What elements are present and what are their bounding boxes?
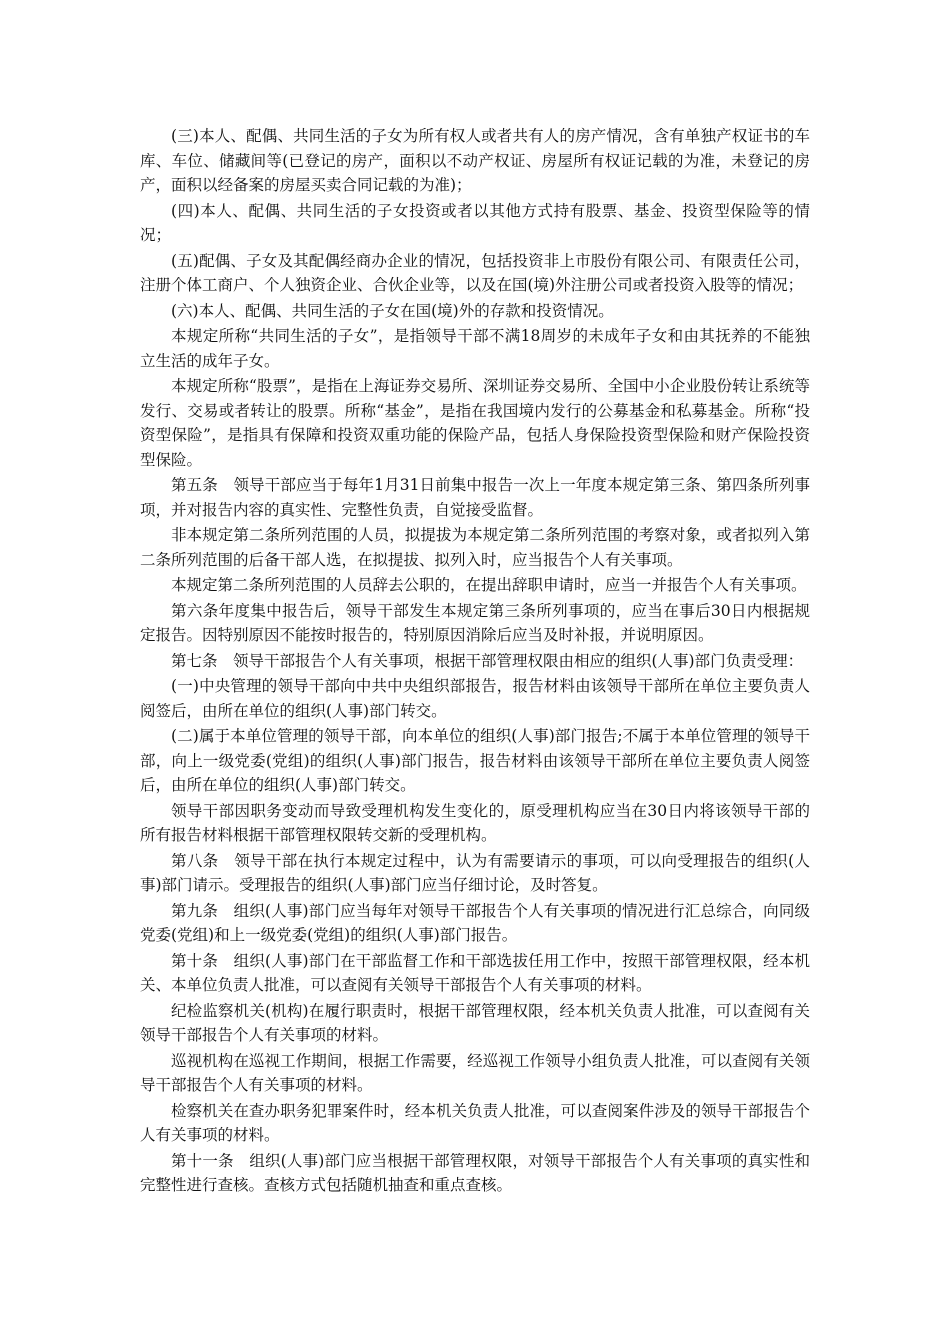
paragraph-article-7-item-2: (二)属于本单位管理的领导干部，向本单位的组织(人事)部门报告;不属于本单位管理的领导干部，向上一级党委(党组)的组织(人事)部门报告，报告材料由该领导干部所在单位主要负责人阅签后，由所在单位的组织(人事)部门转交。 (140, 727, 810, 794)
paragraph-item-4: (四)本人、配偶、共同生活的子女投资或者以其他方式持有股票、基金、投资型保险等的情况； (140, 201, 810, 244)
paragraph-article-10-inspection: 巡视机构在巡视工作期间，根据工作需要，经巡视工作领导小组负责人批准，可以查阅有关领导干部报告个人有关事项的材料。 (140, 1051, 810, 1094)
paragraph-article-10-discipline: 纪检监察机关(机构)在履行职责时，根据干部管理权限，经本机关负责人批准，可以查阅有关领导干部报告个人有关事项的材料。 (140, 1001, 810, 1044)
paragraph-article-5-resign: 本规定第二条所列范围的人员辞去公职的，在提出辞职申请时，应当一并报告个人有关事项。 (171, 576, 807, 594)
paragraph-article-8: 第八条 领导干部在执行本规定过程中，认为有需要请示的事项，可以向受理报告的组织(人事)部门请示。受理报告的组织(人事)部门应当仔细讨论，及时答复。 (140, 851, 810, 894)
paragraph-article-5-candidates: 非本规定第二条所列范围的人员，拟提拔为本规定第二条所列范围的考察对象，或者拟列入第二条所列范围的后备干部人选，在拟提拔、拟列入时，应当报告个人有关事项。 (140, 526, 810, 569)
paragraph-definition-stocks: 本规定所称“股票”，是指在上海证券交易所、深圳证券交易所、全国中小企业股份转让系统等发行、交易或者转让的股票。所称“基金”，是指在我国境内发行的公募基金和私募基金。所称“投资型保险”，是指具有保障和投资双重功能的保险产品，包括人身保险投资型保险和财产保险投资型保险。 (140, 377, 810, 469)
paragraph-article-11: 第十一条 组织(人事)部门应当根据干部管理权限，对领导干部报告个人有关事项的真实性和完整性进行查核。查核方式包括随机抽查和重点查核。 (140, 1151, 810, 1194)
document-body (140, 124, 810, 1199)
paragraph-item-5: (五)配偶、子女及其配偶经商办企业的情况，包括投资非上市股份有限公司、有限责任公司，注册个体工商户、个人独资企业、合伙企业等，以及在国(境)外注册公司或者投资入股等的情况； (140, 251, 810, 294)
paragraph-definition-children: 本规定所称“共同生活的子女”，是指领导干部不满18周岁的未成年子女和由其抚养的不能独立生活的成年子女。 (140, 327, 810, 370)
paragraph-article-10: 第十条 组织(人事)部门在干部监督工作和干部选拔任用工作中，按照干部管理权限，经本机关、本单位负责人批准，可以查阅有关领导干部报告个人有关事项的材料。 (140, 951, 810, 994)
paragraph-article-9: 第九条 组织(人事)部门应当每年对领导干部报告个人有关事项的情况进行汇总综合，向同级党委(党组)和上一级党委(党组)的组织(人事)部门报告。 (140, 901, 810, 944)
paragraph-item-3: (三)本人、配偶、共同生活的子女为所有权人或者共有人的房产情况，含有单独产权证书的车库、车位、储藏间等(已登记的房产，面积以不动产权证、房屋所有权证记载的为准，未登记的房产，面积以经备案的房屋买卖合同记载的为准)； (140, 127, 810, 194)
paragraph-article-10-procuratorate: 检察机关在查办职务犯罪案件时，经本机关负责人批准，可以查阅案件涉及的领导干部报告个人有关事项的材料。 (140, 1101, 810, 1144)
paragraph-article-6: 第六条年度集中报告后，领导干部发生本规定第三条所列事项的，应当在事后30日内根据规定报告。因特别原因不能按时报告的，特别原因消除后应当及时补报，并说明原因。 (140, 601, 810, 644)
paragraph-item-6: (六)本人、配偶、共同生活的子女在国(境)外的存款和投资情况。 (171, 301, 614, 320)
paragraph-article-5: 第五条 领导干部应当于每年1月31日前集中报告一次上一年度本规定第三条、第四条所列事项，并对报告内容的真实性、完整性负责，自觉接受监督。 (140, 476, 810, 519)
paragraph-article-7-item-1: (一)中央管理的领导干部向中共中央组织部报告，报告材料由该领导干部所在单位主要负责人阅签后，由所在单位的组织(人事)部门转交。 (140, 677, 810, 720)
paragraph-article-7-transfer: 领导干部因职务变动而导致受理机构发生变化的，原受理机构应当在30日内将该领导干部的所有报告材料根据干部管理权限转交新的受理机构。 (140, 801, 810, 844)
paragraph-article-7: 第七条 领导干部报告个人有关事项，根据干部管理权限由相应的组织(人事)部门负责受理： (171, 651, 804, 670)
